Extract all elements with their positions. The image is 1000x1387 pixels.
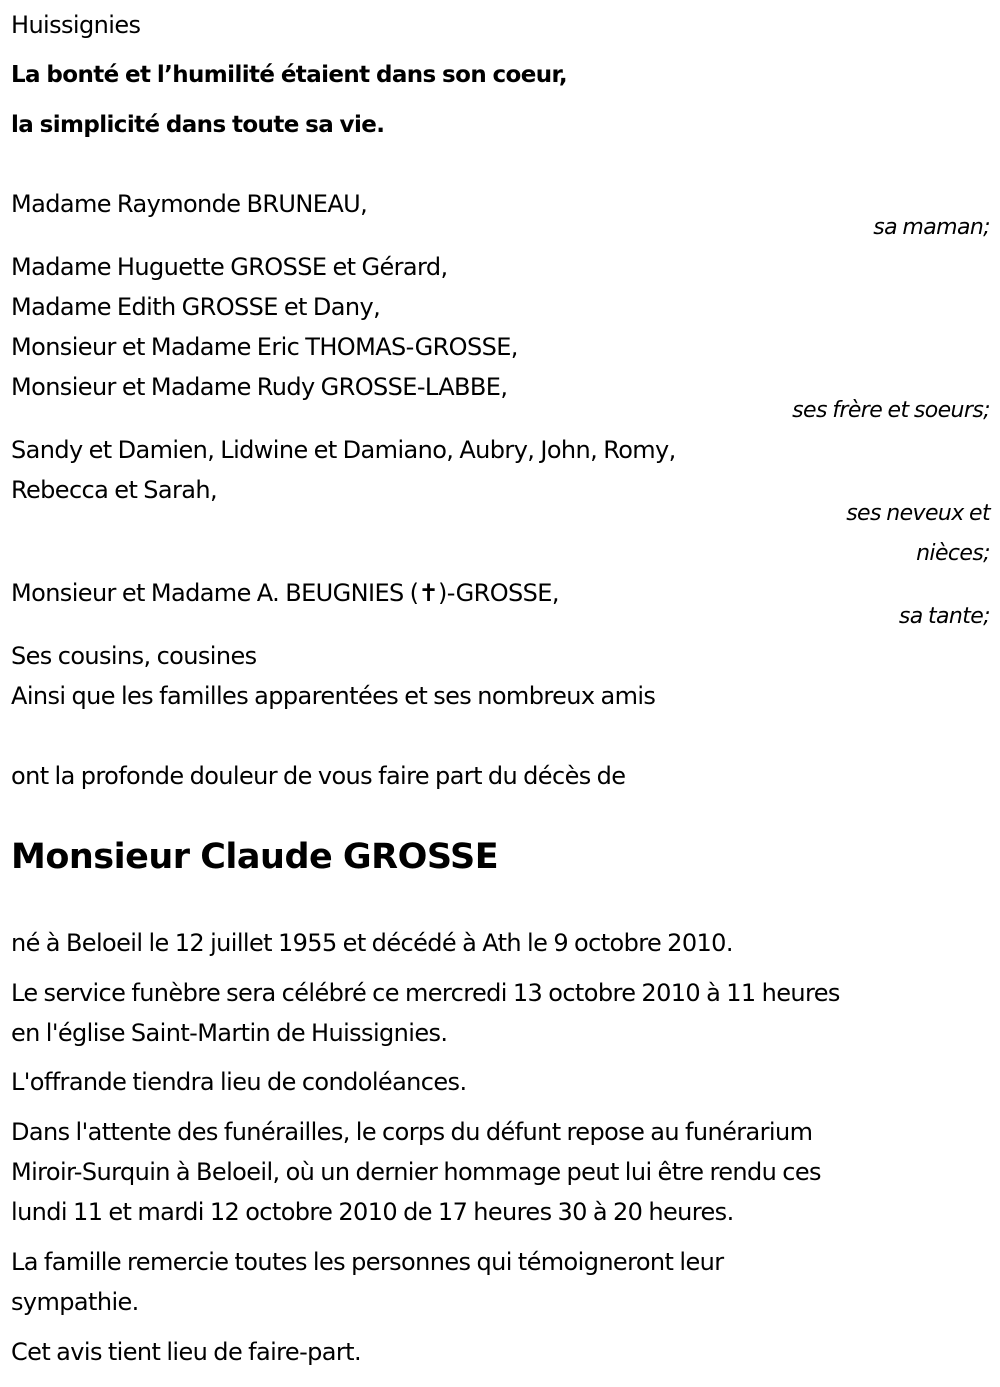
birth-death-info: né à Beloeil le 12 juillet 1955 et décédé à Ath le 9 octobre 2010. [11, 929, 733, 957]
family-member-nephews-nieces: Rebecca et Sarah, [11, 476, 218, 504]
others-families-friends: Ainsi que les familles apparentées et ses nombreux amis [11, 682, 656, 710]
relation-label-nephews-nieces: ses neveux et [846, 501, 990, 526]
funeral-service-info: Le service funèbre sera célébré ce mercredi 13 octobre 2010 à 11 heures [11, 979, 840, 1007]
relation-label-mother: sa maman; [873, 215, 990, 240]
family-member-sibling: Madame Huguette GROSSE et Gérard, [11, 253, 448, 281]
offering-info: L'offrande tiendra lieu de condoléances. [11, 1068, 467, 1096]
funerarium-info-cont: lundi 11 et mardi 12 octobre 2010 de 17 heures 30 à 20 heures. [11, 1198, 734, 1226]
family-member-sibling: Monsieur et Madame Eric THOMAS-GROSSE, [11, 333, 518, 361]
thanks-info: La famille remercie toutes les personnes qui témoigneront leur [11, 1248, 724, 1276]
relation-label-siblings: ses frère et soeurs; [792, 398, 990, 423]
quote-line-2: la simplicité dans toute sa vie. [11, 112, 385, 138]
family-member-sibling: Monsieur et Madame Rudy GROSSE-LABBE, [11, 373, 508, 401]
family-member-nephews-nieces: Sandy et Damien, Lidwine et Damiano, Aubry, John, Romy, [11, 436, 676, 464]
relation-label-nephews-nieces-cont: nièces; [916, 541, 990, 566]
relation-label-aunt: sa tante; [898, 604, 990, 629]
announcement-text: ont la profonde douleur de vous faire part du décès de [11, 762, 626, 790]
thanks-info-cont: sympathie. [11, 1288, 139, 1316]
family-member-mother: Madame Raymonde BRUNEAU, [11, 190, 368, 218]
notice-closing: Cet avis tient lieu de faire-part. [11, 1338, 361, 1366]
funerarium-info: Dans l'attente des funérailles, le corps du défunt repose au funérarium [11, 1118, 813, 1146]
place-name: Huissignies [11, 11, 141, 39]
family-member-sibling: Madame Edith GROSSE et Dany, [11, 293, 381, 321]
funerarium-info-cont: Miroir-Surquin à Beloeil, où un dernier hommage peut lui être rendu ces [11, 1158, 821, 1186]
family-member-aunt: Monsieur et Madame A. BEUGNIES (✝)-GROSSE, [11, 579, 559, 607]
deceased-name: Monsieur Claude GROSSE [11, 837, 499, 877]
others-cousins: Ses cousins, cousines [11, 642, 257, 670]
funeral-service-info-cont: en l'église Saint-Martin de Huissignies. [11, 1019, 448, 1047]
quote-line-1: La bonté et l’humilité étaient dans son coeur, [11, 62, 568, 88]
